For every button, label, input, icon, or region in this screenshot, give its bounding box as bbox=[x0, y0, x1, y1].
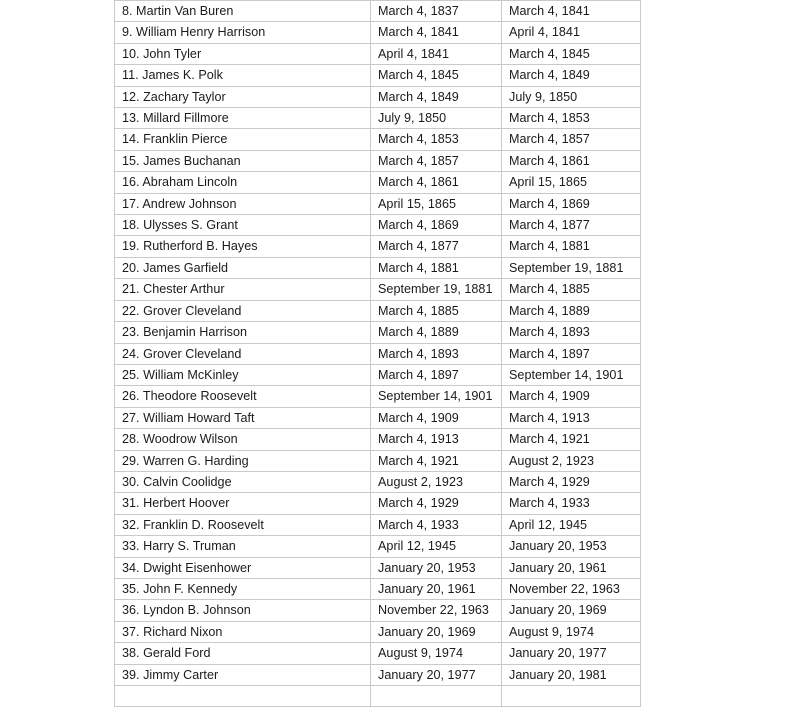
cell-term-end: November 22, 1963 bbox=[502, 578, 641, 599]
table-row[interactable] bbox=[115, 215, 641, 236]
cell-president-name: 13. Millard Fillmore bbox=[115, 108, 371, 129]
cell-term-start: March 4, 1853 bbox=[371, 129, 502, 150]
cell-president-name: 11. James K. Polk bbox=[115, 65, 371, 86]
cell-president-name: 15. James Buchanan bbox=[115, 150, 371, 171]
cell-president-name: 26. Theodore Roosevelt bbox=[115, 386, 371, 407]
table-row[interactable] bbox=[115, 108, 641, 129]
table-row[interactable] bbox=[115, 664, 641, 685]
cell-term-end: April 12, 1945 bbox=[502, 514, 641, 535]
table-row[interactable] bbox=[115, 22, 641, 43]
table-row[interactable] bbox=[115, 129, 641, 150]
table-row[interactable] bbox=[115, 471, 641, 492]
cell-term-start: January 20, 1961 bbox=[371, 578, 502, 599]
table-row[interactable] bbox=[115, 279, 641, 300]
cell-president-name: 35. John F. Kennedy bbox=[115, 578, 371, 599]
table-row[interactable] bbox=[115, 386, 641, 407]
cell-president-name: 17. Andrew Johnson bbox=[115, 193, 371, 214]
cell-term-end: March 4, 1849 bbox=[502, 65, 641, 86]
cell-president-name: 21. Chester Arthur bbox=[115, 279, 371, 300]
table-row[interactable] bbox=[115, 407, 641, 428]
cell-president-name: 20. James Garfield bbox=[115, 257, 371, 278]
cell-president-name: 25. William McKinley bbox=[115, 364, 371, 385]
cell-term-end bbox=[502, 686, 641, 707]
cell-president-name: 8. Martin Van Buren bbox=[115, 1, 371, 22]
table-row[interactable] bbox=[115, 172, 641, 193]
cell-term-start: July 9, 1850 bbox=[371, 108, 502, 129]
table-row[interactable] bbox=[115, 429, 641, 450]
table-row[interactable] bbox=[115, 621, 641, 642]
table-row[interactable] bbox=[115, 65, 641, 86]
cell-term-end: March 4, 1897 bbox=[502, 343, 641, 364]
cell-term-end: March 4, 1885 bbox=[502, 279, 641, 300]
table-row[interactable] bbox=[115, 300, 641, 321]
cell-term-start: March 4, 1841 bbox=[371, 22, 502, 43]
cell-president-name: 10. John Tyler bbox=[115, 43, 371, 64]
cell-term-end: January 20, 1953 bbox=[502, 536, 641, 557]
cell-term-start: March 4, 1869 bbox=[371, 215, 502, 236]
table-row[interactable] bbox=[115, 193, 641, 214]
presidents-table bbox=[114, 0, 641, 707]
table-row[interactable] bbox=[115, 450, 641, 471]
cell-term-start: March 4, 1837 bbox=[371, 1, 502, 22]
cell-president-name: 39. Jimmy Carter bbox=[115, 664, 371, 685]
table-row[interactable] bbox=[115, 150, 641, 171]
table-row[interactable] bbox=[115, 600, 641, 621]
cell-president-name bbox=[115, 686, 371, 707]
cell-term-start: January 20, 1977 bbox=[371, 664, 502, 685]
cell-president-name: 12. Zachary Taylor bbox=[115, 86, 371, 107]
cell-term-start: March 4, 1857 bbox=[371, 150, 502, 171]
cell-president-name: 38. Gerald Ford bbox=[115, 643, 371, 664]
table-row[interactable] bbox=[115, 86, 641, 107]
cell-term-end: March 4, 1853 bbox=[502, 108, 641, 129]
table-row[interactable] bbox=[115, 43, 641, 64]
table-row[interactable] bbox=[115, 364, 641, 385]
cell-president-name: 32. Franklin D. Roosevelt bbox=[115, 514, 371, 535]
table-row[interactable] bbox=[115, 536, 641, 557]
cell-term-start: January 20, 1969 bbox=[371, 621, 502, 642]
cell-president-name: 31. Herbert Hoover bbox=[115, 493, 371, 514]
presidents-table-body bbox=[115, 1, 641, 707]
cell-term-start: March 4, 1893 bbox=[371, 343, 502, 364]
table-row[interactable] bbox=[115, 578, 641, 599]
cell-term-start: March 4, 1849 bbox=[371, 86, 502, 107]
cell-term-start: March 4, 1897 bbox=[371, 364, 502, 385]
cell-term-end: March 4, 1869 bbox=[502, 193, 641, 214]
cell-term-end: April 15, 1865 bbox=[502, 172, 641, 193]
cell-term-end: March 4, 1881 bbox=[502, 236, 641, 257]
cell-term-end: January 20, 1981 bbox=[502, 664, 641, 685]
table-row[interactable] bbox=[115, 257, 641, 278]
cell-president-name: 23. Benjamin Harrison bbox=[115, 322, 371, 343]
cell-president-name: 34. Dwight Eisenhower bbox=[115, 557, 371, 578]
cell-term-end: January 20, 1977 bbox=[502, 643, 641, 664]
table-row[interactable] bbox=[115, 493, 641, 514]
cell-term-end: April 4, 1841 bbox=[502, 22, 641, 43]
cell-term-start: March 4, 1929 bbox=[371, 493, 502, 514]
cell-term-start: March 4, 1845 bbox=[371, 65, 502, 86]
cell-term-end: September 19, 1881 bbox=[502, 257, 641, 278]
cell-president-name: 18. Ulysses S. Grant bbox=[115, 215, 371, 236]
cell-president-name: 37. Richard Nixon bbox=[115, 621, 371, 642]
cell-term-end: March 4, 1877 bbox=[502, 215, 641, 236]
cell-president-name: 14. Franklin Pierce bbox=[115, 129, 371, 150]
cell-term-end: March 4, 1845 bbox=[502, 43, 641, 64]
cell-term-end: March 4, 1893 bbox=[502, 322, 641, 343]
cell-president-name: 29. Warren G. Harding bbox=[115, 450, 371, 471]
cell-term-end: August 2, 1923 bbox=[502, 450, 641, 471]
cell-term-end: March 4, 1841 bbox=[502, 1, 641, 22]
cell-term-start: March 4, 1861 bbox=[371, 172, 502, 193]
cell-term-start: August 9, 1974 bbox=[371, 643, 502, 664]
table-row[interactable] bbox=[115, 643, 641, 664]
cell-president-name: 22. Grover Cleveland bbox=[115, 300, 371, 321]
table-row[interactable] bbox=[115, 236, 641, 257]
cell-term-start: April 15, 1865 bbox=[371, 193, 502, 214]
cell-term-end: March 4, 1921 bbox=[502, 429, 641, 450]
table-row[interactable] bbox=[115, 343, 641, 364]
cell-term-end: August 9, 1974 bbox=[502, 621, 641, 642]
cell-term-start: January 20, 1953 bbox=[371, 557, 502, 578]
cell-term-end: March 4, 1913 bbox=[502, 407, 641, 428]
cell-president-name: 30. Calvin Coolidge bbox=[115, 471, 371, 492]
cell-term-end: January 20, 1961 bbox=[502, 557, 641, 578]
table-row[interactable] bbox=[115, 686, 641, 707]
cell-term-end: March 4, 1929 bbox=[502, 471, 641, 492]
table-row[interactable] bbox=[115, 514, 641, 535]
cell-term-end: March 4, 1889 bbox=[502, 300, 641, 321]
cell-term-start: September 19, 1881 bbox=[371, 279, 502, 300]
cell-term-end: March 4, 1857 bbox=[502, 129, 641, 150]
cell-president-name: 16. Abraham Lincoln bbox=[115, 172, 371, 193]
cell-term-start: March 4, 1921 bbox=[371, 450, 502, 471]
cell-term-start: March 4, 1889 bbox=[371, 322, 502, 343]
cell-term-start: March 4, 1877 bbox=[371, 236, 502, 257]
cell-president-name: 19. Rutherford B. Hayes bbox=[115, 236, 371, 257]
cell-term-end: March 4, 1861 bbox=[502, 150, 641, 171]
cell-term-start: April 4, 1841 bbox=[371, 43, 502, 64]
cell-president-name: 36. Lyndon B. Johnson bbox=[115, 600, 371, 621]
cell-president-name: 33. Harry S. Truman bbox=[115, 536, 371, 557]
cell-term-start: April 12, 1945 bbox=[371, 536, 502, 557]
cell-president-name: 27. William Howard Taft bbox=[115, 407, 371, 428]
cell-term-end: March 4, 1909 bbox=[502, 386, 641, 407]
cell-term-end: July 9, 1850 bbox=[502, 86, 641, 107]
cell-term-start: March 4, 1885 bbox=[371, 300, 502, 321]
table-row[interactable] bbox=[115, 322, 641, 343]
cell-term-start: March 4, 1913 bbox=[371, 429, 502, 450]
table-row[interactable] bbox=[115, 557, 641, 578]
table-scroll-viewport[interactable] bbox=[114, 0, 640, 682]
cell-term-start: August 2, 1923 bbox=[371, 471, 502, 492]
cell-term-start: September 14, 1901 bbox=[371, 386, 502, 407]
cell-president-name: 24. Grover Cleveland bbox=[115, 343, 371, 364]
cell-term-start: November 22, 1963 bbox=[371, 600, 502, 621]
cell-term-end: September 14, 1901 bbox=[502, 364, 641, 385]
cell-term-end: January 20, 1969 bbox=[502, 600, 641, 621]
cell-term-start: March 4, 1909 bbox=[371, 407, 502, 428]
cell-term-start: March 4, 1933 bbox=[371, 514, 502, 535]
cell-president-name: 28. Woodrow Wilson bbox=[115, 429, 371, 450]
cell-term-start: March 4, 1881 bbox=[371, 257, 502, 278]
cell-term-end: March 4, 1933 bbox=[502, 493, 641, 514]
cell-president-name: 9. William Henry Harrison bbox=[115, 22, 371, 43]
cell-term-start bbox=[371, 686, 502, 707]
table-row[interactable] bbox=[115, 1, 641, 22]
